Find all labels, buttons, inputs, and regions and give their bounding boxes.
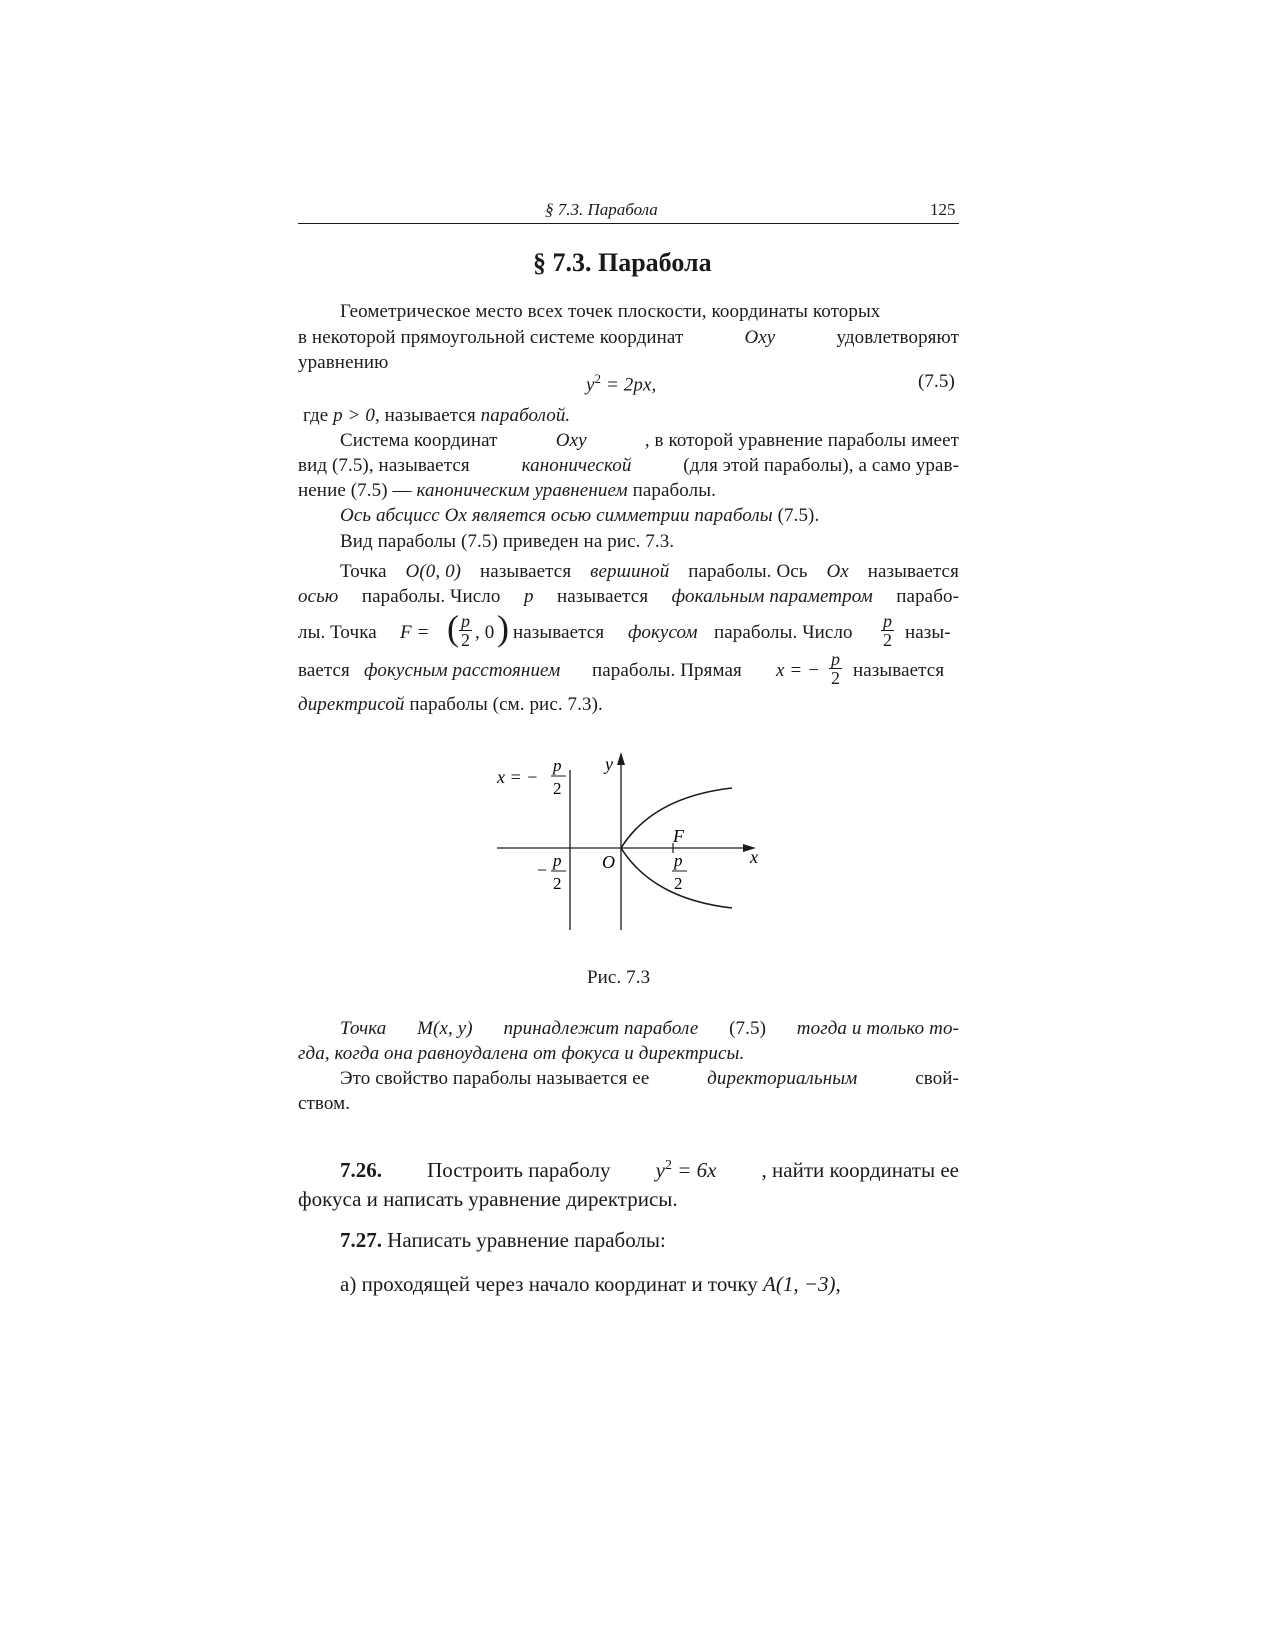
problem-7-27 xyxy=(340,1228,666,1253)
para6-l4d: x = − xyxy=(776,660,821,681)
para3-l2b: канонической xyxy=(521,455,632,476)
theorem-l1a: Точка xyxy=(340,1018,387,1039)
y-axis-arrow xyxy=(617,752,625,765)
theorem-l1b: M(x, y) xyxy=(417,1018,473,1039)
running-head: § 7.3. Парабола xyxy=(545,200,658,219)
problem-7-26-l1e: , найти координаты ее xyxy=(761,1158,959,1182)
theorem-l1c: принадлежит параболе xyxy=(503,1018,699,1039)
para5: Вид параболы (7.5) приведен на рис. 7.3. xyxy=(340,531,675,552)
para6-l3b: F = xyxy=(400,622,430,643)
problem-7-26-line1 xyxy=(340,1158,959,1183)
left-paren: ( xyxy=(447,608,459,648)
para1-line2-end: удовлетворяют xyxy=(836,327,959,348)
problem-7-26-exp: 2 xyxy=(664,1158,672,1173)
para4-a: Ось абсцисс xyxy=(340,505,440,526)
theorem-line2: гда, когда она равноудалена от фокуса и директрисы. xyxy=(298,1043,745,1064)
para6-l3a: лы. Точка xyxy=(298,622,377,643)
problem-7-26-equation xyxy=(656,1158,717,1183)
para2-d: параболой. xyxy=(480,405,571,426)
problem-7-26-rhs: = 6x xyxy=(677,1158,717,1182)
pos-frac-den: 2 xyxy=(674,874,683,893)
x-axis-label: x xyxy=(750,847,758,867)
para1-line2-text: в некоторой прямоугольной системе координат xyxy=(298,327,684,348)
para6-l3f: параболы. Число xyxy=(714,622,853,643)
para6-l1b: O(0, 0) xyxy=(405,561,462,582)
frac-den: 2 xyxy=(461,630,470,650)
para6-l2c: p xyxy=(523,586,534,607)
para4-d: (7.5). xyxy=(777,505,820,526)
para7-l1a: Это свойство параболы называется ее xyxy=(340,1068,650,1089)
para6-l5b: параболы (см. рис. 7.3). xyxy=(409,694,603,715)
para1-line2-oxy: Oxy xyxy=(744,327,776,348)
theorem-l1d: (7.5) xyxy=(729,1018,767,1039)
para3-l3c: параболы. xyxy=(632,480,716,501)
para3-l3b: каноническим уравнением xyxy=(416,480,628,501)
neg-frac-den: 2 xyxy=(553,874,562,893)
para1-line1: Геометрическое место всех точек плоскости, координаты которых xyxy=(340,301,881,322)
para1-line3: уравнению xyxy=(298,352,389,373)
problem-7-27-a-comma: , xyxy=(835,1272,841,1296)
directrix-frac-num: p xyxy=(553,756,562,775)
frac-den: 2 xyxy=(883,630,892,650)
para4-b: Ox xyxy=(444,505,467,526)
frac-num: p xyxy=(883,611,892,631)
para6-l2d: называется xyxy=(557,586,649,607)
para2-c: , называется xyxy=(374,405,476,426)
focus-label: F xyxy=(673,826,684,846)
para6-l4c: параболы. Прямая xyxy=(592,660,742,681)
para2-a: где xyxy=(303,405,329,426)
para6-l3c: , 0 xyxy=(475,622,495,643)
equation-number: (7.5) xyxy=(918,371,955,392)
para3-l2a: вид (7.5), называется xyxy=(298,455,470,476)
equation-exp: 2 xyxy=(594,371,602,386)
equation-lhs: y xyxy=(586,374,595,396)
para6-l3g: назы- xyxy=(905,622,951,643)
para3-l1a: Система координат xyxy=(340,430,498,451)
frac-num: p xyxy=(461,611,470,631)
para7-line1 xyxy=(340,1068,959,1090)
problem-7-27-text: Написать уравнение параболы: xyxy=(387,1228,666,1252)
frac-num: p xyxy=(831,649,840,669)
para6-l3e: фокусом xyxy=(628,622,698,643)
para7-l1b: директориальным xyxy=(707,1068,858,1089)
section-title: § 7.3. Парабола xyxy=(533,248,712,277)
theorem-line1 xyxy=(340,1018,959,1040)
para6-l5a: директрисой xyxy=(298,694,405,715)
y-axis-label: y xyxy=(605,754,613,774)
para2-b: p > 0 xyxy=(333,405,375,426)
para7-line2: ством. xyxy=(298,1093,351,1114)
para3-l1b: Oxy xyxy=(555,430,587,451)
pos-frac-num: p xyxy=(674,851,683,870)
problem-7-26-l1a: Построить параболу xyxy=(427,1158,611,1182)
para6-l2f: парабо- xyxy=(896,586,959,607)
theorem-l1e: тогда и только то- xyxy=(796,1018,959,1039)
para3-l1c: , в которой уравнение параболы имеет xyxy=(644,430,959,451)
para6-l4a: вается xyxy=(298,660,350,681)
para6-l2e: фокальным параметром xyxy=(671,586,873,607)
problem-7-26-line2: фокуса и написать уравнение директрисы. xyxy=(298,1187,678,1211)
para6-l3d: называется xyxy=(513,622,605,643)
para7-l1c: свой- xyxy=(915,1068,959,1089)
para3-l3a: нение (7.5) — xyxy=(298,480,412,501)
problem-7-27-a-text: а) проходящей через начало координат и точку xyxy=(340,1272,758,1296)
para6-l2a: осью xyxy=(298,586,339,607)
neg-frac-num: p xyxy=(553,851,562,870)
problem-7-27-a xyxy=(340,1272,841,1297)
problem-7-27-a-point: A(1, −3) xyxy=(763,1272,836,1296)
page-number: 125 xyxy=(930,200,956,219)
equation-rhs: = 2px, xyxy=(606,374,657,396)
directrix-equation-label: x = − xyxy=(497,767,539,787)
para6-l1d: вершиной xyxy=(590,561,670,582)
para6-l1a: Точка xyxy=(340,561,387,582)
para4-c: является осью симметрии параболы xyxy=(471,505,773,526)
para6-l1f: Ox xyxy=(826,561,849,582)
para6-l1g: называется xyxy=(867,561,959,582)
para6-l1e: параболы. Ось xyxy=(688,561,808,582)
problem-7-27-number: 7.27. xyxy=(340,1228,382,1252)
para6-l1c: называется xyxy=(480,561,572,582)
para6-l2b: параболы. Число xyxy=(361,586,501,607)
problem-7-26-y: y xyxy=(655,1158,665,1182)
figure-caption: Рис. 7.3 xyxy=(587,967,651,988)
para6-l4e: называется xyxy=(853,660,945,681)
directrix-frac-den: 2 xyxy=(553,779,562,798)
origin-label: O xyxy=(602,852,615,872)
problem-7-26-number: 7.26. xyxy=(340,1158,382,1182)
right-paren: ) xyxy=(497,608,509,648)
neg-sign: − xyxy=(537,860,548,880)
para3-l2c: (для этой параболы), а само урав- xyxy=(683,455,959,476)
para6-l4b: фокусным расстоянием xyxy=(364,660,561,681)
frac-den: 2 xyxy=(831,668,840,688)
